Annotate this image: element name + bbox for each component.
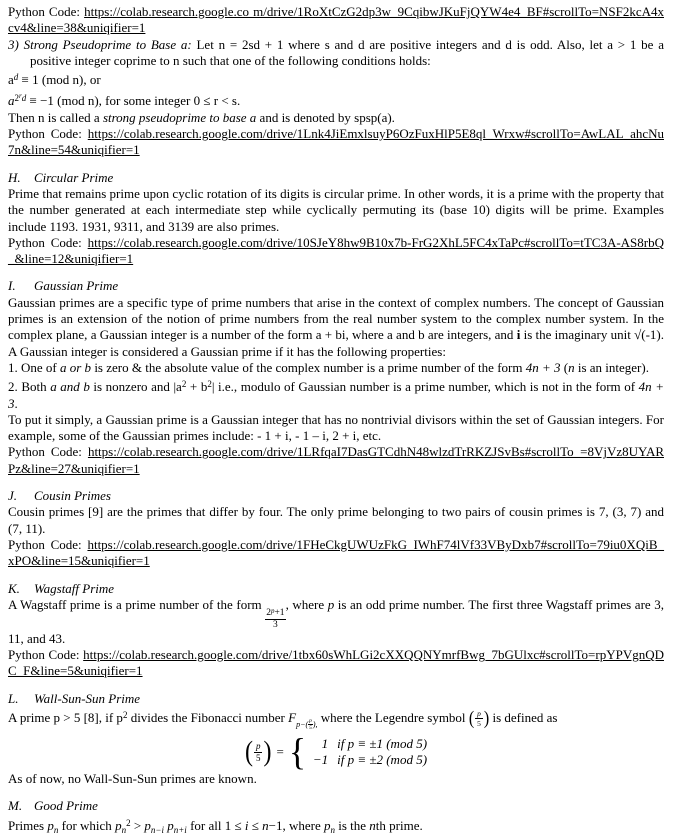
case2-condition: if p ≡ ±2 (mod 5) xyxy=(337,752,428,768)
prop2-a-and-b: a and b xyxy=(50,379,90,395)
cond1-base: a xyxy=(8,72,14,88)
gp-nth: n xyxy=(369,817,376,833)
gp-mid4: is the xyxy=(334,817,370,833)
gp-mid2: for all 1 ≤ xyxy=(186,817,245,833)
wagstaff-body xyxy=(8,597,664,647)
section-heading-cousin-primes xyxy=(8,488,664,504)
wagstaff-pre: A Wagstaff prime is a prime number of the form xyxy=(8,596,266,612)
section-title: Wall-Sun-Sun Prime xyxy=(34,690,141,706)
wagstaff-fraction xyxy=(265,607,285,631)
legendre-fraction xyxy=(475,709,483,728)
list-item-body: Let n = 2sd + 1 where s and d are positive integers and d is odd. Also, let a > 1 be a positive integer coprime to n such that one of the following conditions holds: xyxy=(30,36,664,68)
legendre-den: 5 xyxy=(477,719,481,729)
equals-sign: = xyxy=(276,743,284,759)
conclusion-post: and is denoted by spsp(a). xyxy=(256,109,395,125)
legendre-cases-equation xyxy=(8,731,664,774)
pseudoprime-conclusion xyxy=(8,110,664,126)
good-prime-body xyxy=(8,815,664,838)
cond1-rest: ≡ 1 (mod n), or xyxy=(18,72,101,88)
num-tail: +1 xyxy=(274,607,285,618)
section-heading-wagstaff-prime xyxy=(8,581,664,597)
cond1-exponent: d xyxy=(13,72,19,83)
legendre-num: p xyxy=(255,740,261,751)
cousin-primes-body: Cousin primes [9] are the primes that differ by four. The only prime belonging to two pairs of cousin primes is 7, (3, 7) and (7, 11). xyxy=(8,504,664,536)
cond2-exp-base: 2 xyxy=(14,93,19,104)
num-exponent: p xyxy=(270,606,275,615)
prop1-paren: ( xyxy=(560,359,569,375)
section-letter: I. xyxy=(8,278,16,294)
gp-p3: p xyxy=(144,817,151,833)
prop2-pre: 2. Both xyxy=(8,379,51,395)
gaussian-intro-post: is the imaginary unit √(-1). A Gaussian integer is considered a Gaussian prime if it has the following properties: xyxy=(8,327,664,359)
wss-p-squared: 2 xyxy=(122,709,128,720)
section-title: Gaussian Prime xyxy=(34,278,119,294)
gp-p2: p xyxy=(115,817,122,833)
gp-gt: > xyxy=(130,817,145,833)
gaussian-summary: To put it simply, a Gaussian prime is a Gaussian integer that has no nontrivial divisors within the set of Gaussian integers. For example, some of the Gaussian primes include: - 1 + i, - 1 – i, 2 + i, etc. xyxy=(8,411,664,444)
python-code-line-circular xyxy=(8,235,664,268)
section-title: Circular Prime xyxy=(34,169,114,185)
fibonacci-F: F xyxy=(288,709,297,725)
imaginary-unit-i: i xyxy=(516,327,521,343)
wss-mid1: divides the Fibonacci number xyxy=(127,709,289,725)
wss-mid2: where the Legendre symbol xyxy=(317,709,469,725)
left-paren: ( xyxy=(244,736,253,768)
gp-p5: p xyxy=(323,817,331,833)
section-heading-wall-sun-sun-prime xyxy=(8,691,664,707)
section-heading-circular-prime xyxy=(8,170,664,186)
prop2-sup-b: 2 xyxy=(207,379,212,390)
mini-den: 5 xyxy=(309,725,312,732)
section-title: Cousin Primes xyxy=(34,488,111,504)
section-heading-gaussian-prime xyxy=(8,278,664,294)
python-code-label: Python Code: xyxy=(8,126,82,142)
circular-prime-body: Prime that remains prime upon cyclic rotation of its digits is circular prime. In other words, it is a prime with the property that the number generated at each intermediate step while cyclically permuting its (base 10) digits will be prime. Examples include 1193. 1931, 9311, and 3139 are also primes. xyxy=(8,185,664,234)
colab-link-wagstaff[interactable]: https://colab.research.google.com/drive/1tbx60sWhLGi2cXXQQNYmrfBwg_7bGUlxc#scrollTo=rpYPVgnQDC_F&line=5&uniqifier=1 xyxy=(8,646,664,679)
colab-link-cousin[interactable]: https://colab.research.google.com/drive/1FHeCkgUWUzFkG_IWhF74lVf33VByDxb7#scrollTo=79iu0XQiB_xPO&line=15&uniqifier=1 xyxy=(8,536,664,569)
python-code-line-cousin xyxy=(8,537,664,570)
wagstaff-mid: , where xyxy=(285,596,328,612)
gp-sub-n1: n xyxy=(53,824,59,835)
python-code-label: Python Code: xyxy=(8,4,80,19)
gp-p1: p xyxy=(47,817,54,833)
fraction-denominator: 3 xyxy=(273,619,278,630)
gaussian-intro xyxy=(8,295,664,360)
cond2-exp-sup: r xyxy=(19,92,22,101)
condition-1 xyxy=(8,69,664,88)
section-letter: L. xyxy=(8,690,19,706)
list-item-number: 3) xyxy=(8,36,19,52)
case-row-2 xyxy=(311,752,427,768)
wagstaff-post: is an odd prime number. The first three Wagstaff primes are 3, 11, and 43. xyxy=(8,596,664,646)
prop2-mid3: | i.e., modulo of Gaussian number is a prime number, which is not in the form of xyxy=(211,379,639,395)
python-code-line-gaussian xyxy=(8,444,664,477)
cases-brace: { xyxy=(288,731,307,774)
gp-n: n xyxy=(262,817,269,833)
prop2-mid1: is nonzero and |a xyxy=(89,379,182,395)
left-paren: ( xyxy=(468,708,475,729)
legendre-fraction xyxy=(254,741,263,764)
prop1-form: 4n + 3 xyxy=(525,359,561,375)
num-base: 2 xyxy=(266,607,271,618)
right-paren: ) xyxy=(483,708,490,729)
prop1-n: n xyxy=(568,359,575,375)
gaussian-intro-pre: Gaussian primes are a specific type of prime numbers that arise in the context of complex numbers. The concept of Gaussian primes is an extension of the notion of prime numbers from the real number system to the complex number system. In the complex plane, a Gaussian integer is a number of the form a + bi, where a and b are integers, and xyxy=(8,294,664,343)
prop2-post: . xyxy=(14,395,18,411)
prop2-mid2: + b xyxy=(186,379,208,395)
prop1-pre: 1. One of xyxy=(8,359,60,375)
gp-leq: ≤ xyxy=(248,817,263,833)
section-title: Wagstaff Prime xyxy=(34,580,115,596)
case1-value: 1 xyxy=(321,736,329,752)
colab-link-pseudoprime[interactable]: https://colab.research.google.com/drive/1Lnk4JiEmxlsuyP6OzFuxHlP5E8ql_Wrxw#scrollTo=AwLAL_ahcNu7n&line=54&uniqifier=1 xyxy=(8,126,664,158)
python-code-line-pseudoprime-prev xyxy=(8,4,664,37)
gaussian-property-1 xyxy=(8,360,664,376)
gp-p4: p xyxy=(167,817,174,833)
legendre-symbol-inline xyxy=(469,709,489,728)
python-code-label: Python Code: xyxy=(8,234,82,250)
python-code-label: Python Code: xyxy=(8,444,82,460)
gp-pre: Primes xyxy=(8,817,48,833)
gp-sub-n-minus-i: n−i xyxy=(150,824,164,835)
conclusion-term: strong pseudoprime to base a xyxy=(102,109,257,125)
gp-mid3: −1, where xyxy=(268,817,324,833)
section-letter: M. xyxy=(8,798,23,814)
colab-link-pseudoprime-prev[interactable]: https://colab.research.google.co m/drive/1RoXtCzG2dp3w_9CqibwJKuFjQYW4e4_BF#scrollTo=NSF2kcA4xcv4&line=38&uniqifier=1 xyxy=(8,4,664,36)
gp-post: th prime. xyxy=(375,817,423,833)
case-row-1 xyxy=(311,736,427,752)
cases-block xyxy=(311,736,427,768)
sub-pre: p−( xyxy=(296,719,309,729)
prop2-form: 4n + 3 xyxy=(8,379,664,411)
python-code-line-pseudoprime xyxy=(8,126,664,159)
colab-link-circular[interactable]: https://colab.research.google.com/drive/10SJeY8hw9B10x7b-FrG2XhL5FC4xTaPc#scrollTo=tTC3A-AS8rbQ_&line=12&uniqifier=1 xyxy=(8,234,664,267)
mini-num: p xyxy=(309,718,312,725)
python-code-label: Python Code: xyxy=(8,646,80,662)
list-item-strong-pseudoprime xyxy=(8,37,664,70)
list-item-title: Strong Pseudoprime to Base a: xyxy=(23,36,192,52)
cond2-base: a xyxy=(8,93,15,109)
wagstaff-p: p xyxy=(327,596,335,612)
legendre-den: 5 xyxy=(255,752,261,763)
colab-link-gaussian[interactable]: https://colab.research.google.com/drive/1LRfqaI7DasGTCdhN48wlzdTrRKZJSvBs#scrollTo_=8VjVz8UYARPz&line=27&uniqifier=1 xyxy=(8,444,664,476)
section-heading-good-prime xyxy=(8,798,664,814)
condition-2 xyxy=(8,88,664,109)
wss-post: is defined as xyxy=(489,709,558,725)
gp-squared: 2 xyxy=(126,817,131,828)
legendre-symbol xyxy=(244,736,272,768)
gp-sub-n2: n xyxy=(121,824,127,835)
wall-sun-sun-note: As of now, no Wall-Sun-Sun primes are known. xyxy=(8,771,257,787)
section-letter: K. xyxy=(8,580,20,596)
cond2-exp-tail: d xyxy=(21,93,27,104)
wall-sun-sun-body xyxy=(8,707,664,733)
cond2-rest: ≡ −1 (mod n), for some integer 0 ≤ r < s. xyxy=(26,93,241,109)
fibonacci-subscript xyxy=(296,718,318,732)
gp-sub-n-plus-i: n+i xyxy=(173,824,187,835)
prop1-a-or-b: a or b xyxy=(60,359,92,375)
prop1-mid: is zero & the absolute value of the complex number is a prime number of the form xyxy=(91,359,526,375)
python-code-label: Python Code: xyxy=(8,536,82,552)
section-letter: H. xyxy=(8,169,21,185)
conclusion-pre: Then n is called a xyxy=(8,109,103,125)
gp-sub-n3: n xyxy=(330,824,335,835)
gaussian-property-2 xyxy=(8,376,664,412)
case1-condition: if p ≡ ±1 (mod 5) xyxy=(337,736,428,752)
wss-pre: A prime p > 5 [8], if p xyxy=(8,709,123,725)
gp-i: i xyxy=(244,817,249,833)
gp-mid1: for which xyxy=(58,817,116,833)
case2-value: −1 xyxy=(312,752,329,768)
section-letter: J. xyxy=(8,488,18,504)
prop1-post: is an integer). xyxy=(574,359,649,375)
section-title: Good Prime xyxy=(34,798,98,814)
cond2-exponent xyxy=(15,93,27,103)
python-code-line-wagstaff xyxy=(8,647,664,680)
sub-post: ), xyxy=(312,719,318,729)
legendre-num: p xyxy=(477,709,481,719)
right-paren: ) xyxy=(263,736,272,768)
fraction-numerator xyxy=(265,607,285,620)
prop2-sup-a: 2 xyxy=(181,379,187,390)
